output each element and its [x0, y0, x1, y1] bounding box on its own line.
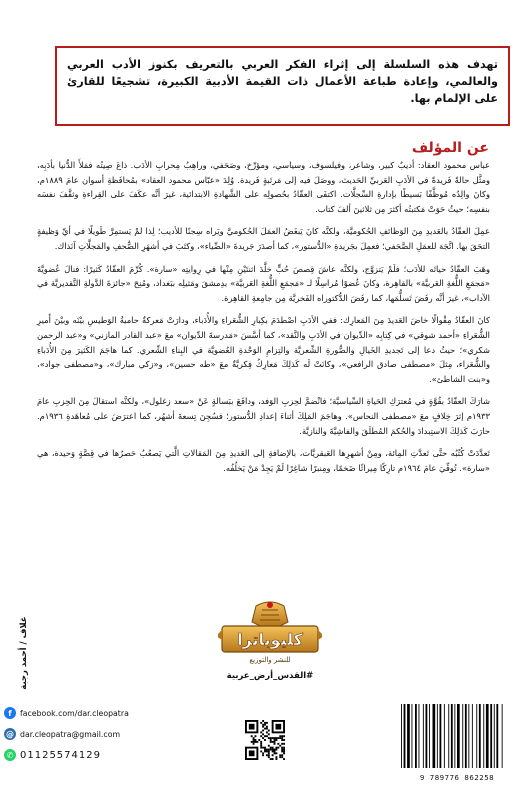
contact-info	[4, 707, 129, 770]
bio-paragraph: عباس محمود العقاد: أديبٌ كبير، وشاعر، وفيلسوف، وسياسي، ومؤرِّخ، وصَحَفي، وراهِبُ مِحرابِ الأدَب. ذاعَ صِيتُه فمَلأَ الدُّنيا بأدَبِه، ومثَّل حالةً فَريدةً في الأدَبِ العَربيِّ الحَديث، ووصَلَ فيه إلى مَرتَبةٍ فَريدة. وُلِدَ «عبّاس محمود العقاد» بمُحافَظةِ أسوان عامَ ١٨٨٩م، وكانَ والِدُه مُوظَّفًا بَسيطًا بإدارةِ السِّجلَّات. اكتفَى العقّادُ بحُصولِه على الشَّهادةِ الابتدائية، غيرَ أنَّه عكَفَ على القِراءةِ وثقَّفَ نفسَه بنفسِه؛ حيثُ حَوَتْ مَكتبتُه أكثرَ مِن ثلاثينَ ألفَ كتاب.	[37, 160, 490, 214]
bio-paragraph: وهَبَ العقّادُ حياتَه للأدَب؛ فلَمْ يَتزوَّج، ولكنَّه عاشَ قِصصَ حُبٍّ خلَّدَ اثنتَيْنِ مِنْها في رِوايتِه «سارة». كُرِّمَ العقّادُ كَثيرًا: فنالَ عُضويَّةَ «مَجمَعِ اللُّغةِ العَربيَّة» بالقاهِرة، وكانَ عُضوًا مُراسِلًا لـ «مَجمَعِ اللُّغةِ العَربيَّة» بدِمشقَ ومَثيلِه ببَغداد، ومُنِحَ «جائزةَ الدَّولةِ التَّقديريَّة في الآداب»، غيرَ أنَّه رفَضَ تَسلُّمَها، كما رفَضَ الدُّكتوراه الفَخريَّة مِن جامِعةِ القاهِرة.	[37, 263, 490, 303]
cleopatra-logo-icon	[218, 600, 322, 668]
email-icon: @	[6, 729, 14, 739]
bio-paragraph: تَعدَّدَتْ كُتُبُه حتَّى تَعدَّتِ المِائة، ومِنْ أشهرِها العَبقريَّات، بالإضافةِ إلى العَديدِ مِنَ المَقالاتِ الَّتي يَصعُبُ حَصرُها في قِصَّةٍ وَحيدة، هي «سارة». تُوفِّيَ عامَ ١٩٦٤م تارِكًا مِيراثًا ضَخمًا، ومِنبرًا شاغِرًا لَمْ يَجِدْ مَنْ يَخلُفُه.	[37, 448, 490, 473]
phone-text: 01125574129	[20, 749, 101, 761]
bio-paragraph: شارَكَ العقّادُ بقُوَّةٍ في مُعترَكِ الحَياةِ السِّياسيَّة؛ فانْضمَّ لحِزبِ الوَفد، ودافَعَ ببَسالةٍ عَنْ «سعد زغلول»، ولكنَّه استقالَ مِنَ الحِزبِ عامَ ١٩٣٣م إثرَ خِلافٍ معَ «مصطفى النحاس». وهاجَمَ المَلِكَ أثناءَ إعدادِ الدُّستور؛ فسُجِنَ تِسعةَ أشهُر، كما اعترَضَ على مُعاهَدةِ ١٩٣٦م. حارَبَ كَذلِكَ الاستِبدادَ والحُكمَ المُطلَقَ والفاشِيَّةَ والنازيَّة.	[37, 396, 490, 436]
series-intro-box	[55, 46, 510, 126]
whatsapp-link[interactable]	[4, 749, 129, 761]
facebook-text: facebook.com/dar.cleopatra	[20, 708, 129, 718]
isbn-number: 9 789776 862258	[419, 773, 495, 782]
whatsapp-icon: ✆	[4, 749, 16, 761]
author-biography	[37, 158, 490, 483]
cover-credit	[15, 610, 33, 695]
facebook-icon: f	[4, 707, 16, 719]
about-author-heading: عن المؤلف	[411, 140, 489, 156]
qr-code-icon	[245, 720, 285, 760]
facebook-link[interactable]	[4, 707, 129, 719]
publisher-logo	[200, 600, 340, 715]
logo-name: كليوباترا	[237, 630, 303, 649]
bio-paragraph: عمِلَ العقّادُ بالعَديدِ مِنَ الوَظائفِ الحُكوميَّة، ولكنَّه كانَ يَبغَضُ العمَلَ الحُكوميَّ ويَراه سِجنًا للأديب؛ لِذا لمْ يَستمِرَّ طَويلًا في أيِّ وَظيفةٍ التحَقَ بها. اتَّجَهَ للعمَلِ الصَّحَفي؛ فعمِلَ بجَريدةِ «الدُّستور»، كما أصدَرَ جَريدةَ «الضِّياء»، وكتَبَ في أشهَرِ الصُّحفِ والمَجلَّاتِ آنَذاك.	[37, 226, 490, 251]
bio-paragraph: كانَ العقّادُ مِقْوالًا خاضَ العَديدَ مِنَ المَعارِك: ففي الأدَبِ اصْطدَمَ بكِبارِ الشُّعَراءِ والأُدَباء، ودارَتْ مَعركةٌ حاميةُ الوَطيسِ بيْنَه وبيْنَ أَميرِ الشُّعَراءِ «أحمد شوقي» في كِتابِه «الدِّيوان في الأدَبِ والنَّقد»، كما أسَّسَ «مَدرسةَ الدِّيوان» معَ «عبد القادر المازني» و«عبد الرحمن شكري»؛ حيثُ دعا إلى تَجديدِ الخَيالِ والصُّورةِ الشِّعريَّة والتِزامِ الوَحْدةِ العُضويَّة في البِناءِ الشِّعري. كما هاجَمَ الكَثيرَ مِنَ الأُدَباءِ والشُّعَراء، مِثلَ «مصطفى صادق الرافعي»، وكانَتْ لَه كَذلِكَ مَعارِكُ فِكريَّةٌ معَ «طه حسين»، و«زكي مبارك»، و«مصطفى جواد»، و«بنت الشاطئ».	[37, 315, 490, 384]
email-link[interactable]	[4, 728, 129, 740]
series-intro-text: تهدف هذه السلسلة إلى إثراء الفكر العربي بالتعريف بكنوز الأدب العربي والعالمي، وإعادة طباعة الأعمال ذات القيمة الأدبية الكبيرة، تشجيعًا للقارئ على الإلمام بها.	[67, 58, 498, 105]
logo-subtitle: للنشر والتوزيع	[249, 656, 291, 664]
isbn-barcode	[397, 702, 517, 770]
email-text: dar.cleopatra@gmail.com	[20, 729, 121, 739]
qr-code[interactable]	[245, 720, 285, 764]
cover-credit-text: غلاف / أحمد رجبة	[19, 615, 29, 690]
logo-tagline: #القدس_أرض_عربية	[226, 671, 314, 681]
